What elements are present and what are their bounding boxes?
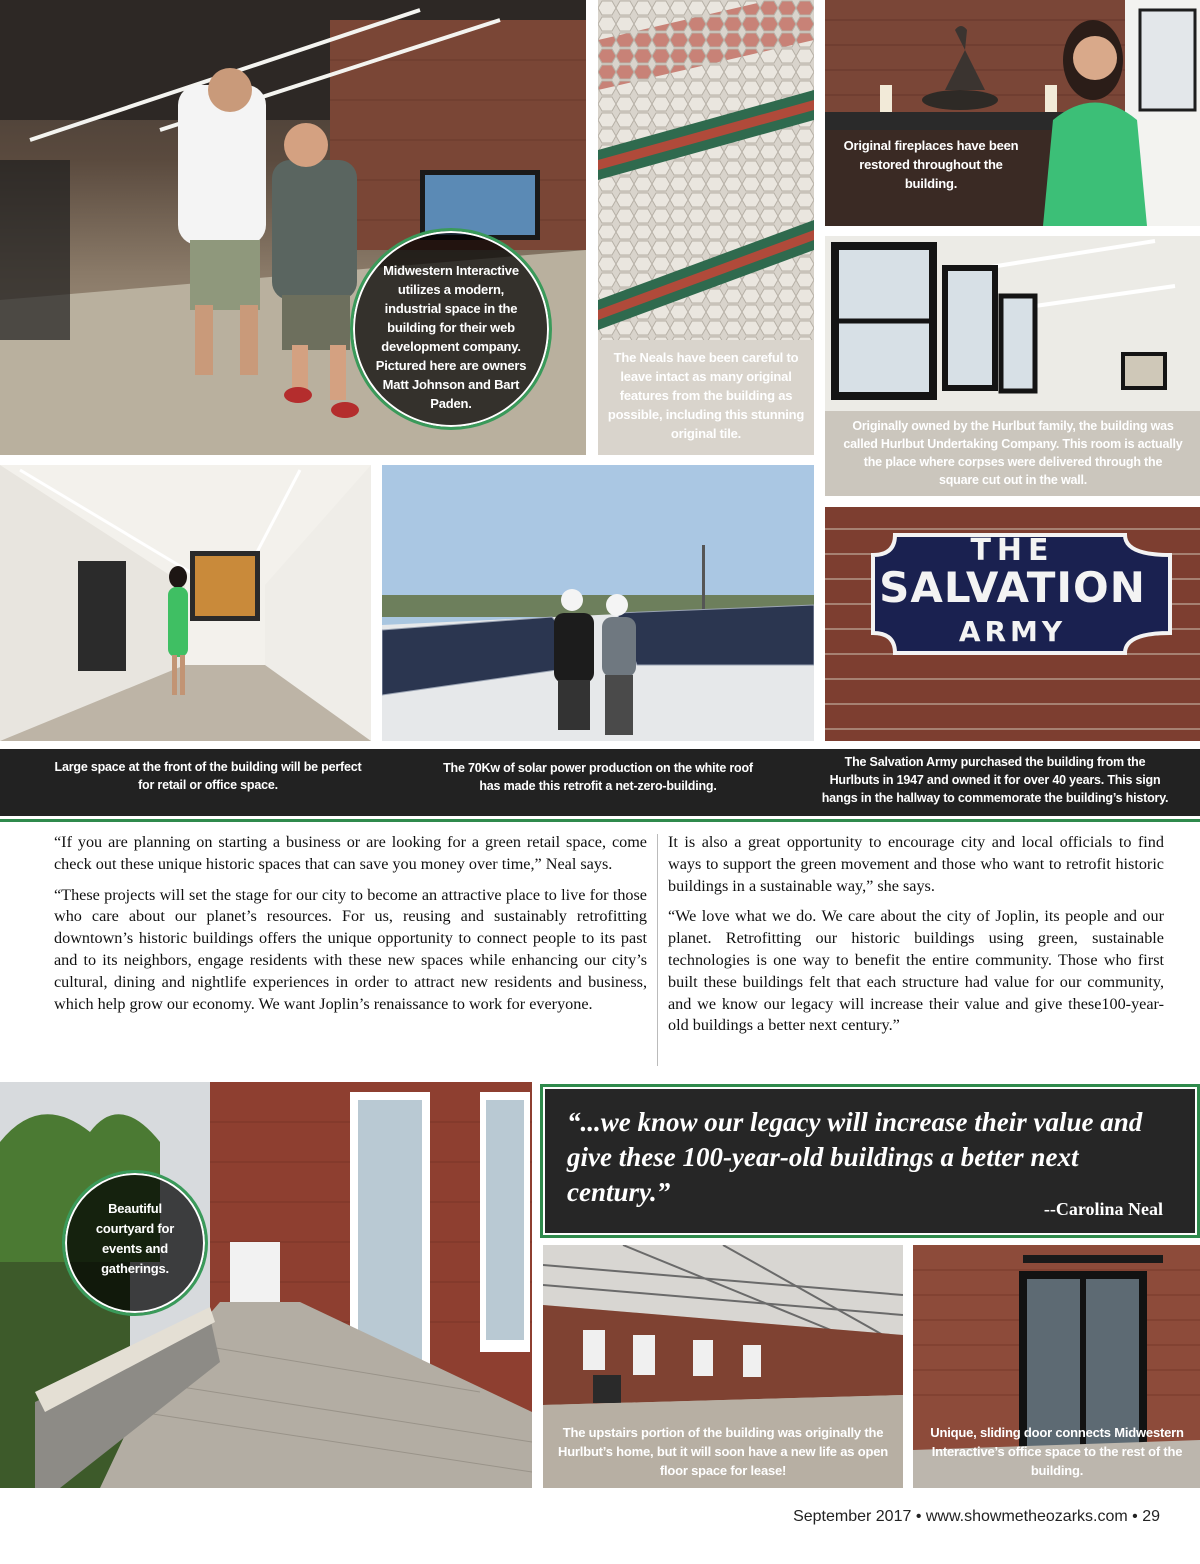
tile-photo xyxy=(598,0,814,455)
hallway-caption: Large space at the front of the building will be perfect for retail or office space. xyxy=(54,760,362,792)
article-left-paragraph-1: “If you are planning on starting a business or are looking for a green retail space, come check out these unique historic spaces that can save you money over time,” Neal says. xyxy=(54,833,647,873)
sign-line-3: ARMY xyxy=(958,615,1067,648)
office-caption-circle xyxy=(350,228,552,430)
pull-quote-text: “...we know our legacy will increase their value and give these 100-year-old buildings a better next century.” xyxy=(567,1107,1143,1207)
sign-photo xyxy=(825,507,1200,741)
caption-bar-rule xyxy=(0,819,1200,822)
door-caption: Unique, sliding door connects Midwestern Interactive’s office space to the rest of the building. xyxy=(930,1425,1184,1478)
tile-photo-art xyxy=(598,0,814,340)
door-photo xyxy=(913,1245,1200,1488)
hallway-photo xyxy=(0,465,371,741)
upstairs-caption: The upstairs portion of the building was originally the Hurlbut’s home, but it will soon have a new life as open floor space for lease! xyxy=(558,1425,888,1478)
room-photo xyxy=(825,236,1200,496)
pull-quote-attribution: --Carolina Neal xyxy=(1043,1199,1163,1219)
sign-caption: The Salvation Army purchased the building from the Hurlbuts in 1947 and owned it for over 40 years. This sign hangs in the hallway to commemorate the building’s history. xyxy=(821,755,1169,805)
fireplace-photo xyxy=(825,0,1200,226)
courtyard-caption-circle xyxy=(62,1170,208,1316)
solar-caption: The 70Kw of solar power production on the white roof has made this retrofit a net-zero-building. xyxy=(443,761,753,793)
courtyard-caption: Beautiful courtyard for events and gatherings. xyxy=(95,1201,175,1276)
courtyard-photo xyxy=(0,1082,532,1488)
caption-bar xyxy=(0,749,1200,816)
page-footer: September 2017 • www.showmetheozarks.com • 29 xyxy=(793,1508,1160,1525)
sign-line-2: SALVATION xyxy=(879,563,1146,612)
office-photo xyxy=(0,0,586,455)
tile-caption: The Neals have been careful to leave intact as many original features from the building as possible, including this stunning original tile. xyxy=(607,350,805,441)
article-right-paragraph-1: It is also a great opportunity to encourage city and local officials to find ways to support the green movement and those who want to retrofit historic buildings in a sustainable way,” she says. xyxy=(668,833,1164,895)
article-right-column xyxy=(668,832,1164,1046)
column-divider xyxy=(657,834,658,1066)
fireplace-caption: Original fireplaces have been restored throughout the building. xyxy=(843,138,1019,191)
office-caption: Midwestern Interactive utilizes a modern, industrial space in the building for their web development company. Pictured here are owners Matt Johnson and Bart Paden. xyxy=(375,263,527,411)
article-right-paragraph-2: “We love what we do. We care about the city of Joplin, its people and our planet. Retrofitting our historic buildings using green, sustainable technologies is one way to benefit the entire community. Those who first built these buildings felt that each structure had value for our community, and we know our legacy will increase their value and give these100-year-old buildings a better next century.” xyxy=(668,907,1164,1035)
upstairs-photo xyxy=(543,1245,903,1488)
room-caption: Originally owned by the Hurlbut family, the building was called Hurlbut Undertaking Company. This room is actually the place where corpses were delivered through the square cut out in the wall. xyxy=(843,419,1183,487)
hallway-photo-art xyxy=(0,465,371,741)
solar-photo-art xyxy=(382,465,814,741)
pull-quote-box xyxy=(540,1084,1200,1238)
article-left-paragraph-2: “These projects will set the stage for our city to become an attractive place to live for those who care about our planet’s resources. For us, reusing and sustainably retrofitting downtown’s historic buildings offers the unique opportunity to connect people to its past and to its neighbors, engage residents with these new spaces while enhancing our city’s cultural, dining and nightlife experiences in order to attract new residents and business, which help grow our economy. We want Joplin’s renaissance to work for everyone. xyxy=(54,885,647,1013)
sign-line-1: THE xyxy=(970,533,1055,568)
article-left-column xyxy=(54,832,647,1024)
solar-photo xyxy=(382,465,814,741)
